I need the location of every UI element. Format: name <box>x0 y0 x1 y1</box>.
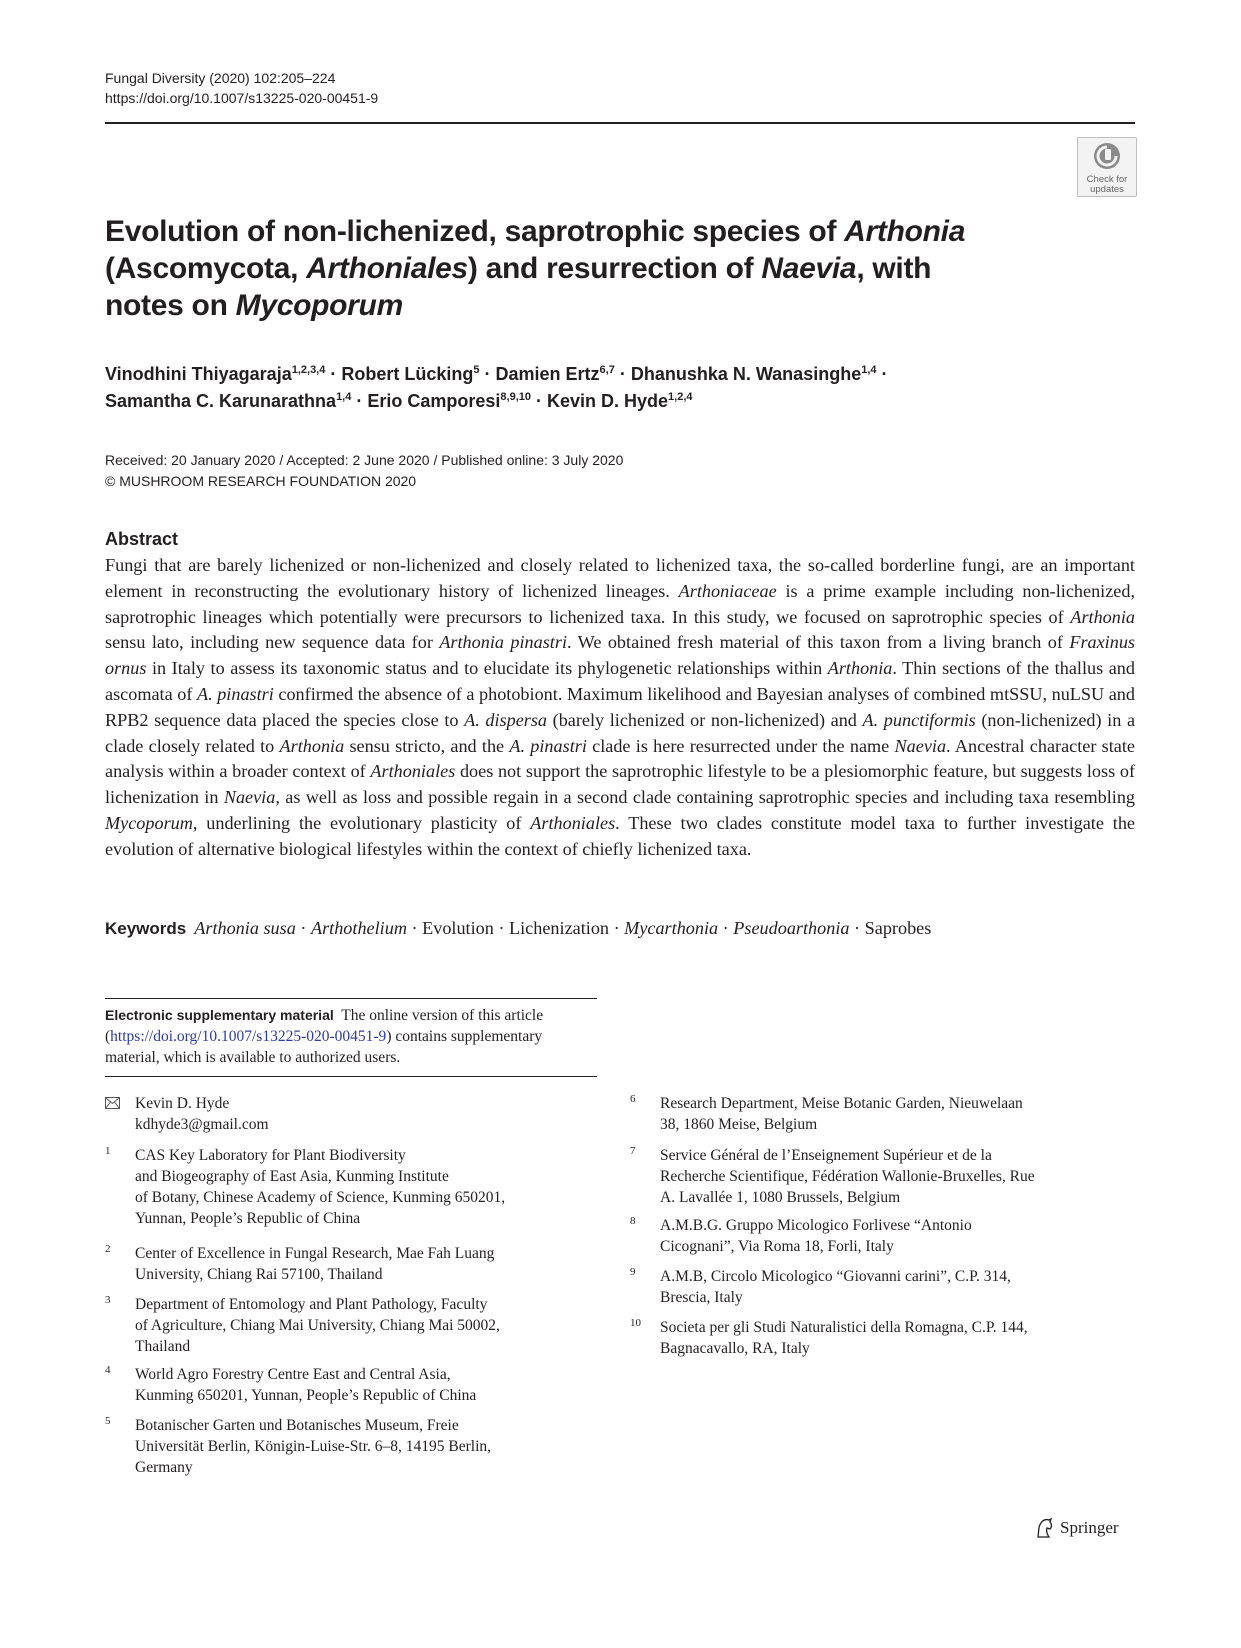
badge-line-2: updates <box>1090 184 1124 195</box>
author-name: Kevin D. Hyde <box>547 391 669 411</box>
author-affiliation-marks: 1,4 <box>336 391 352 403</box>
affiliation-text: Botanischer Garten und Botanisches Museum, Freie Universität Berlin, Königin-Luise-Str. 6–8, 14195 Berlin, Germany <box>135 1417 492 1476</box>
affiliation-text: Societa per gli Studi Naturalistici della Romagna, C.P. 144, Bagnacavallo, RA, Italy <box>660 1319 1028 1357</box>
abstract-segment: . Ancestral character state analysis within a broader context of <box>105 735 1135 782</box>
esm-text-before: The online version of this article ( <box>105 1007 544 1045</box>
abstract-segment: A. pinastri <box>509 735 587 756</box>
affiliation-text: Department of Entomology and Plant Pathology, Faculty of Agriculture, Chiang Mai University, Chiang Mai 50002, Thailand <box>135 1296 500 1355</box>
title-segment: Evolution of non-lichenized, saprotrophic species of <box>105 215 845 248</box>
abstract-segment: Arthonia <box>827 658 893 679</box>
publisher-logo <box>1034 1517 1119 1539</box>
header-rule <box>105 122 1135 124</box>
abstract-segment: Fungi that are barely lichenized or non-lichenized and closely related to lichenized taxa, the so-called borderline fungi, are an important element in reconstructing the evolutionary history of lichenized lineages. <box>105 555 1135 601</box>
envelope-icon <box>105 1097 120 1109</box>
author-name: Dhanushka N. Wanasinghe <box>630 364 862 384</box>
abstract-text <box>105 553 1135 863</box>
keywords: Keywords Arthonia susa · Arthothelium · Evolution · Lichenization · Mycarthonia · Pseudoarthonia · Saprobes <box>105 918 932 938</box>
keyword: Arthothelium <box>310 918 407 938</box>
publisher-name: Springer <box>1060 1518 1119 1537</box>
abstract-segment: Arthoniales <box>370 761 456 782</box>
author-name: Robert Lücking <box>341 364 474 384</box>
author-affiliation-marks: 1,2,3,4 <box>291 364 326 376</box>
abstract-segment: Arthoniales <box>530 812 616 833</box>
abstract-segment: confirmed the absence of a photobiont. Maximum likelihood and Bayesian analyses of combined mtSSU, nuLSU and RPB2 sequence data placed the species close to <box>105 683 1135 730</box>
keyword: Mycarthonia <box>624 918 719 938</box>
affiliation-number: 7 <box>630 1145 636 1157</box>
keyword: Saprobes <box>864 918 932 938</box>
affiliation-number: 4 <box>105 1364 111 1376</box>
journal-citation: Fungal Diversity (2020) 102:205–224 <box>105 70 336 86</box>
abstract-segment: is a prime example including non-lichenized, saprotrophic lineages which potentially were precursors to lichenized taxa. In this study, we focused on saprotrophic species of <box>105 580 1135 627</box>
affiliation-text: World Agro Forestry Centre East and Central Asia, Kunming 650201, Yunnan, People’s Republic of China <box>135 1366 477 1404</box>
abstract-segment: . These two clades constitute model taxa to further investigate the evolution of alternative biological lifestyles within the context of chiefly lichenized taxa. <box>105 812 1135 859</box>
affiliation-text: Research Department, Meise Botanic Garden, Nieuwelaan 38, 1860 Meise, Belgium <box>660 1095 1023 1133</box>
journal-header <box>105 68 378 108</box>
keyword: Pseudoarthonia <box>733 918 850 938</box>
abstract-segment: (barely lichenized or non-lichenized) and <box>547 709 863 730</box>
title-segment: Arthonia <box>844 215 966 248</box>
abstract-segment: Arthonia <box>1070 606 1135 627</box>
keywords-heading: Keywords <box>105 919 187 938</box>
author-affiliation-marks: 1,4 <box>861 364 877 376</box>
publication-dates <box>105 450 623 492</box>
history-line: Received: 20 January 2020 / Accepted: 2 June 2020 / Published online: 3 July 2020 <box>105 452 624 468</box>
author-name: Vinodhini Thiyagaraja <box>105 364 292 384</box>
author-affiliation-marks: 8,9,10 <box>500 391 531 403</box>
title-segment: ) and resurrection of <box>467 252 762 285</box>
keyword: Lichenization <box>509 918 610 938</box>
abstract-segment: Fraxinus ornus <box>105 632 1136 679</box>
abstract-segment: does not support the saprotrophic lifestyle to be a plesiomorphic feature, but suggests loss of lichenization in <box>105 761 1136 808</box>
author-list: Vinodhini Thiyagaraja$^{1,2,3,4}$ · Robert Lücking$^5$ · Damien Ertz$^{6,7}$ · Dhanushka N. Wanasinghe$^{1,4}$ · Samantha C. Karunarathna$^{1,4}$ · Erio Camporesi$^{8,9,10}$ · Kevin D. Hyde$^{1,2,4}$ <box>105 364 888 411</box>
abstract-segment: A. punctiformis <box>862 709 976 730</box>
affiliation-text: A.M.B, Circolo Micologico “Giovanni carini”, C.P. 314, Brescia, Italy <box>660 1268 1011 1306</box>
abstract-segment: sensu lato, including new sequence data for <box>105 632 440 653</box>
affiliation-number: 6 <box>630 1093 636 1105</box>
abstract-segment: Arthoniaceae <box>678 580 777 601</box>
abstract-segment: Arthonia pinastri <box>439 632 567 653</box>
affiliation-number: 2 <box>105 1243 111 1255</box>
affiliation-text: Center of Excellence in Fungal Research, Mae Fah Luang University, Chiang Rai 57100, Thailand <box>135 1245 495 1283</box>
abstract-segment: (non-lichenized) in a clade closely related to <box>105 709 1136 756</box>
author-affiliation-marks: 1,2,4 <box>668 391 693 403</box>
keyword: Evolution <box>422 918 494 938</box>
keyword: Arthonia susa <box>194 918 296 938</box>
abstract-segment: A. pinastri <box>196 683 274 704</box>
springer-horse-icon <box>1034 1517 1054 1539</box>
badge-line-1: Check for <box>1086 174 1128 185</box>
abstract-segment: . We obtained fresh material of this taxon from a living branch of <box>567 632 1070 653</box>
abstract-segment: Naevia <box>223 787 276 808</box>
esm-link[interactable]: https://doi.org/10.1007/s13225-020-00451-9 <box>110 1028 387 1045</box>
affiliation-number: 5 <box>105 1415 111 1427</box>
affiliation-number: 3 <box>105 1294 111 1306</box>
affiliation-number: 10 <box>630 1317 641 1329</box>
author-affiliation-marks: 5 <box>473 364 480 376</box>
abstract-heading: Abstract <box>105 529 179 549</box>
abstract-segment: Mycoporum <box>105 812 193 833</box>
author-name: Samantha C. Karunarathna <box>105 391 337 411</box>
abstract-segment: sensu stricto, and the <box>344 735 510 756</box>
doi-link[interactable]: https://doi.org/10.1007/s13225-020-00451-9 <box>105 90 379 106</box>
esm-heading: Electronic supplementary material <box>105 1007 334 1023</box>
copyright-line: © MUSHROOM RESEARCH FOUNDATION 2020 <box>105 473 417 489</box>
abstract-segment: . Thin sections of the thallus and ascomata of <box>105 658 1135 704</box>
author-affiliation-marks: 6,7 <box>599 364 615 376</box>
abstract-segment: in Italy to assess its taxonomic status and to elucidate its phylogenetic relationships within <box>146 658 828 679</box>
article-title <box>105 213 1005 324</box>
esm-note <box>105 1005 575 1068</box>
abstract-segment: , underlining the evolutionary plasticity of <box>192 812 531 833</box>
title-segment: Mycoporum <box>235 289 403 322</box>
affiliation-number: 1 <box>105 1145 111 1157</box>
corresponding-email[interactable]: kdhyde3@gmail.com <box>135 1116 269 1133</box>
affiliation-text: Service Général de l’Enseignement Supérieur et de la Recherche Scientifique, Fédération Wallonie-Bruxelles, Rue A. Lavallée 1, 1080 Brussels, Belgium <box>660 1147 1035 1206</box>
esm-text-after: ) contains supplementary material, which is available to authorized users. <box>105 1028 543 1066</box>
affiliation-number: 9 <box>630 1266 636 1278</box>
esm-rule-top <box>105 998 597 999</box>
author-name: Damien Ertz <box>495 364 600 384</box>
abstract-segment: Arthonia <box>279 735 345 756</box>
affiliation-text: A.M.B.G. Gruppo Micologico Forlivese “Antonio Cicognani”, Via Roma 18, Forli, Italy <box>660 1217 972 1255</box>
abstract-segment: clade is here resurrected under the name <box>586 735 895 756</box>
check-for-updates-badge[interactable] <box>1077 137 1137 197</box>
title-segment: , with notes on <box>105 252 932 322</box>
affiliation-number: 8 <box>630 1215 636 1227</box>
corresponding-author: Kevin D. Hyde <box>135 1095 230 1112</box>
title-segment: Naevia <box>761 252 857 285</box>
affiliation-text: CAS Key Laboratory for Plant Biodiversity and Biogeography of East Asia, Kunming Institute of Botany, Chinese Academy of Science, Kunming 650201, Yunnan, People’s Republic of China <box>135 1147 506 1227</box>
title-segment: Arthoniales <box>306 252 468 285</box>
abstract-segment: Naevia <box>894 735 947 756</box>
author-name: Erio Camporesi <box>367 391 501 411</box>
check-for-updates-icon <box>1093 142 1121 170</box>
abstract-segment: , as well as loss and possible regain in a second clade containing saprotrophic species and including taxa resembling <box>275 787 1136 808</box>
abstract-segment: A. dispersa <box>464 709 548 730</box>
title-segment: (Ascomycota, <box>105 252 307 285</box>
esm-rule-bottom <box>105 1076 597 1077</box>
